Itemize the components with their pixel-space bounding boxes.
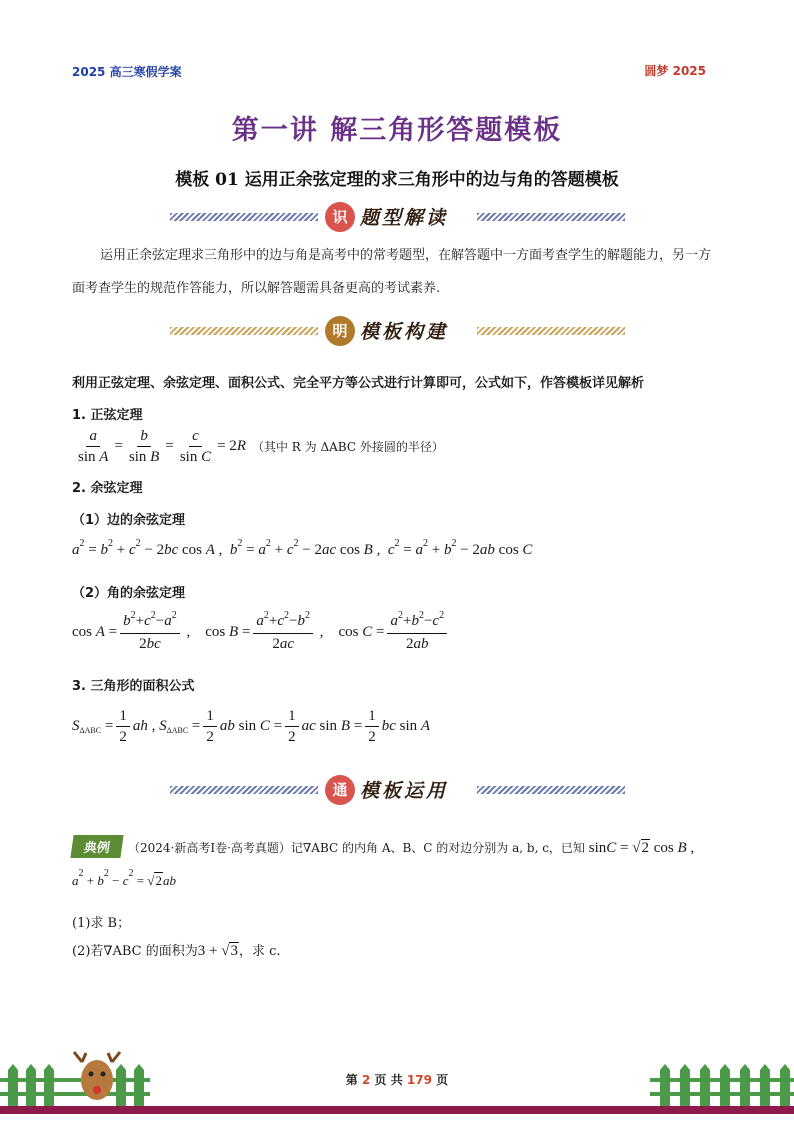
footer-strip bbox=[0, 1106, 794, 1114]
section-heading: 3. 三角形的面积公式 bbox=[72, 679, 195, 694]
question-1: (1)求 B； bbox=[72, 916, 131, 931]
cosine-law-sides: a 2 = b 2 + c 2 − 2 bc cos A , b 2 = a 2 + c 2 − 2 ac cos B , c 2 = a 2 + b 2 − 2 ab cos C bbox=[72, 538, 533, 558]
banner-question-type bbox=[170, 201, 625, 235]
method-statement: 利用正弦定理、余弦定理、面积公式、完全平方等公式进行计算即可，公式如下，作答模板详见解析 bbox=[72, 376, 645, 391]
question-2: (2)若∇ABC 的面积为3 + √3，求 c. bbox=[72, 943, 281, 959]
intro-paragraph: 运用正余弦定理求三角形中的边与角是高考中的常考题型，在解答题中一方面考查学生的解题能力，另一方面考查学生的规范作答能力，所以解答题需具备更高的考试素养. bbox=[72, 248, 712, 296]
banner-template-build bbox=[170, 315, 625, 349]
banner-template-use bbox=[170, 774, 625, 808]
sine-law-note: （其中 R 为 ΔABC 外接圆的半径） bbox=[251, 440, 444, 454]
area-formula: S ΔABC = $\frac{1}{2}$ ah , S ΔABC = $\frac{1}{2}$ ab sin C = $\frac{1}{2}$ ac sin B = $\frac{1}{2}$ bc sin A bbox=[72, 708, 431, 745]
page-title: 第一讲 解三角形答题模板 bbox=[231, 115, 563, 146]
banner-label: 题型解读 bbox=[360, 207, 449, 229]
banner-label: 模板构建 bbox=[360, 321, 449, 343]
example-text: （2024·新高考Ⅰ卷·高考真题）记∇ABC 的内角 A、B、C 的对边分别为 a, b, c，已知 bbox=[128, 841, 585, 855]
sine-law-formula: $\frac{a}{\text{sin A}}$ = $\frac{b}{\text{sin B}}$ = $\frac{c}{\text{sin C}}$ = 2 R （其中 R 为 ΔABC 外接圆的半径） bbox=[78, 428, 444, 465]
banner-icon: 识 bbox=[325, 202, 355, 232]
example-statement: 典例 （2024·新高考Ⅰ卷·高考真题）记∇ABC 的内角 A、B、C 的对边分别为 a, b, c，已知 sinC = √2 cos B , bbox=[72, 835, 732, 858]
current-page: 2 bbox=[362, 1073, 371, 1087]
header-right: 圆梦 2025 bbox=[644, 64, 706, 78]
banner-label: 模板运用 bbox=[360, 780, 449, 802]
page-subtitle: 模板 01 运用正余弦定理的求三角形中的边与角的答题模板 bbox=[175, 170, 619, 190]
subsection-heading: （2）角的余弦定理 bbox=[72, 586, 186, 601]
banner-icon: 通 bbox=[325, 775, 355, 805]
example-tag: 典例 bbox=[70, 835, 123, 858]
page-counter: 第 2 页 共 179 页 bbox=[345, 1073, 449, 1087]
section-heading: 2. 余弦定理 bbox=[72, 481, 143, 496]
subsection-heading: （1）边的余弦定理 bbox=[72, 513, 186, 528]
banner-icon: 明 bbox=[325, 316, 355, 346]
total-pages: 179 bbox=[406, 1073, 432, 1087]
cosine-law-angles: cos A = $\frac{b^2+c^2-a^2}{2bc}$ , cos B = $\frac{a^2+c^2-b^2}{2ac}$ , cos C = $\frac{a^2+b^2-c^2}{2ab}$ bbox=[72, 613, 450, 652]
header-left: 2025 高三寒假学案 bbox=[72, 65, 182, 79]
section-heading: 1. 正弦定理 bbox=[72, 408, 143, 423]
example-condition: a 2 + b 2 − c 2 = √ 2 ab bbox=[72, 868, 176, 888]
